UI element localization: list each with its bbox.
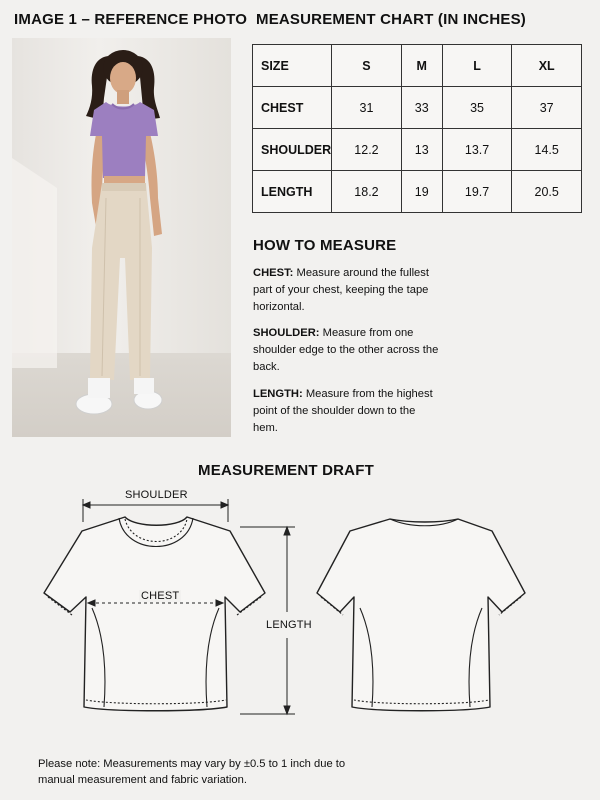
table-cell: 12.2 <box>332 129 402 171</box>
table-cell: 35 <box>442 87 512 129</box>
how-to-shoulder <box>253 325 443 376</box>
how-to-measure-title: HOW TO MEASURE <box>253 237 397 254</box>
length-term: LENGTH: <box>253 388 303 400</box>
chest-instruction: Measure around the fullest part of your chest, keeping the tape horizontal. <box>253 267 429 313</box>
row-label-length: LENGTH <box>253 171 332 213</box>
shoulder-dimension-label: SHOULDER <box>125 489 188 501</box>
table-cell: 20.5 <box>512 171 582 213</box>
shoulder-term: SHOULDER: <box>253 327 320 339</box>
reference-photo <box>12 38 231 437</box>
row-label-shoulder: SHOULDER <box>253 129 332 171</box>
size-header-label: SIZE <box>253 45 332 87</box>
size-col-m: M <box>401 45 442 87</box>
measurement-draft-title: MEASUREMENT DRAFT <box>198 462 374 479</box>
chest-dimension-label: CHEST <box>141 590 180 602</box>
table-cell: 19.7 <box>442 171 512 213</box>
how-to-length <box>253 386 443 437</box>
table-cell: 14.5 <box>512 129 582 171</box>
table-cell: 18.2 <box>332 171 402 213</box>
how-to-chest <box>253 265 443 316</box>
table-header-row <box>253 45 582 87</box>
chest-term: CHEST: <box>253 267 294 279</box>
table-cell: 37 <box>512 87 582 129</box>
table-cell: 33 <box>401 87 442 129</box>
row-label-chest: CHEST <box>253 87 332 129</box>
table-row-shoulder <box>253 129 582 171</box>
measurement-note: Please note: Measurements may vary by ±0.5 to 1 inch due to manual measurement and fabric variation. <box>38 758 346 786</box>
measurement-chart-title: MEASUREMENT CHART (IN INCHES) <box>256 11 526 28</box>
back-tee-outline <box>317 519 525 711</box>
table-cell: 13.7 <box>442 129 512 171</box>
size-col-s: S <box>332 45 402 87</box>
measurement-draft <box>0 480 600 740</box>
length-instruction: Measure from the highest point of the shoulder down to the hem. <box>253 388 433 434</box>
reference-photo-title: IMAGE 1 – REFERENCE PHOTO <box>14 11 248 28</box>
shoulder-instruction: Measure from one shoulder edge to the other across the back. <box>253 327 439 373</box>
table-row-length <box>253 171 582 213</box>
length-dimension-label: LENGTH <box>266 619 312 631</box>
size-col-xl: XL <box>512 45 582 87</box>
table-cell: 13 <box>401 129 442 171</box>
size-chart-table <box>252 44 582 213</box>
table-cell: 19 <box>401 171 442 213</box>
table-cell: 31 <box>332 87 402 129</box>
table-row-chest <box>253 87 582 129</box>
size-col-l: L <box>442 45 512 87</box>
